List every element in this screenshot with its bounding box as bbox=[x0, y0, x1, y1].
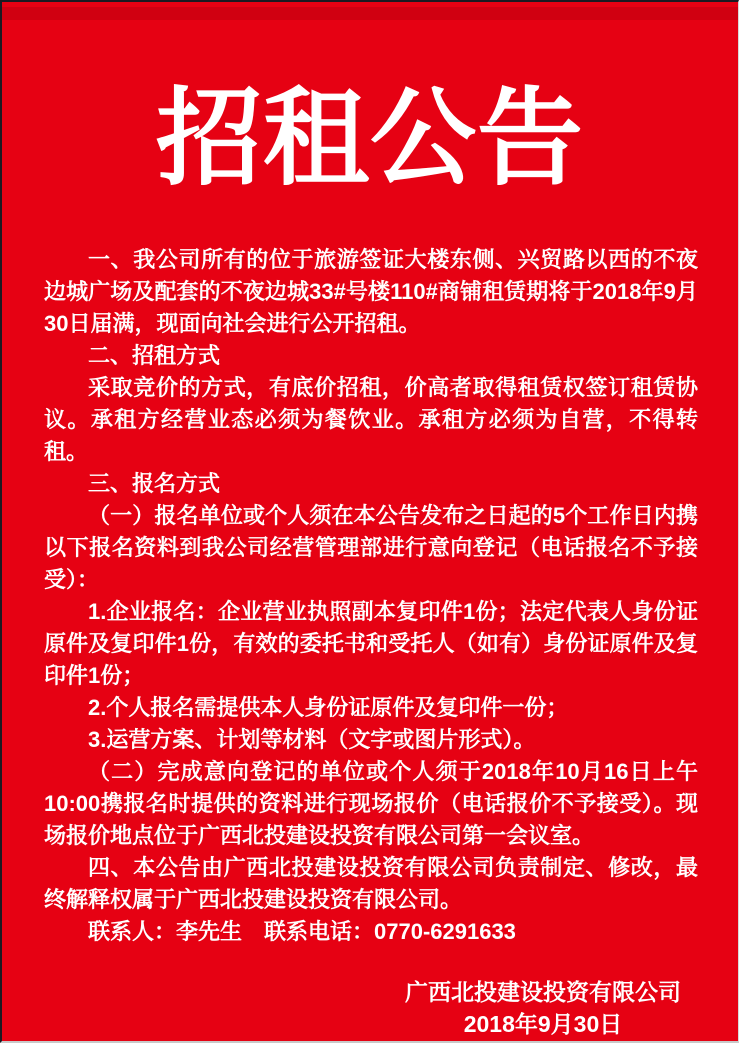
page-title: 招租公告 bbox=[156, 75, 584, 200]
paragraph-leasing-method: 采取竞价的方式，有底价招租，价高者取得租赁权签订租赁协议。承租方经营业态必须为餐饮业。承租方必须为自营，不得转租。 bbox=[44, 375, 698, 465]
paragraph-registration-step-1: （一）报名单位或个人须在本公告发布之日起的5个工作日内携以下报名资料到我公司经营管理部进行意向登记（电话报名不予接受）： bbox=[44, 503, 698, 593]
signature-date: 2018年9月30日 bbox=[463, 1011, 623, 1038]
paragraph-individual-documents: 2.个人报名需提供本人身份证原件及复印件一份； bbox=[88, 695, 569, 721]
paragraph-intro: 一、我公司所有的位于旅游签证大楼东侧、兴贸路以西的不夜边城广场及配套的不夜边城33#号楼110#商铺租赁期将于2018年9月30日届满，现面向社会进行公开招租。 bbox=[44, 247, 698, 337]
signature-block bbox=[405, 976, 681, 1040]
paragraph-operation-plan: 3.运营方案、计划等材料（文字或图片形式）。 bbox=[88, 727, 536, 753]
paragraph-final-interpretation: 四、本公告由广西北投建设投资有限公司负责制定、修改，最终解释权属于广西北投建设投资有限公司。 bbox=[44, 855, 698, 913]
paragraph-enterprise-documents: 1.企业报名：企业营业执照副本复印件1份；法定代表人身份证原件及复印件1份，有效的委托书和受托人（如有）身份证原件及复印件1份； bbox=[44, 599, 698, 689]
signature-company: 广西北投建设投资有限公司 bbox=[405, 979, 681, 1006]
heading-registration-method: 三、报名方式 bbox=[88, 471, 221, 497]
paragraph-registration-step-2: （二）完成意向登记的单位或个人须于2018年10月16日上午10:00携报名时提供的资料进行现场报价（电话报价不予接受）。现场报价地点位于广西北投建设投资有限公司第一会议室。 bbox=[44, 759, 698, 849]
announcement-body bbox=[44, 244, 698, 948]
heading-leasing-method: 二、招租方式 bbox=[88, 343, 221, 369]
contact-line: 联系人：李先生 联系电话：0770-6291633 bbox=[88, 919, 516, 945]
